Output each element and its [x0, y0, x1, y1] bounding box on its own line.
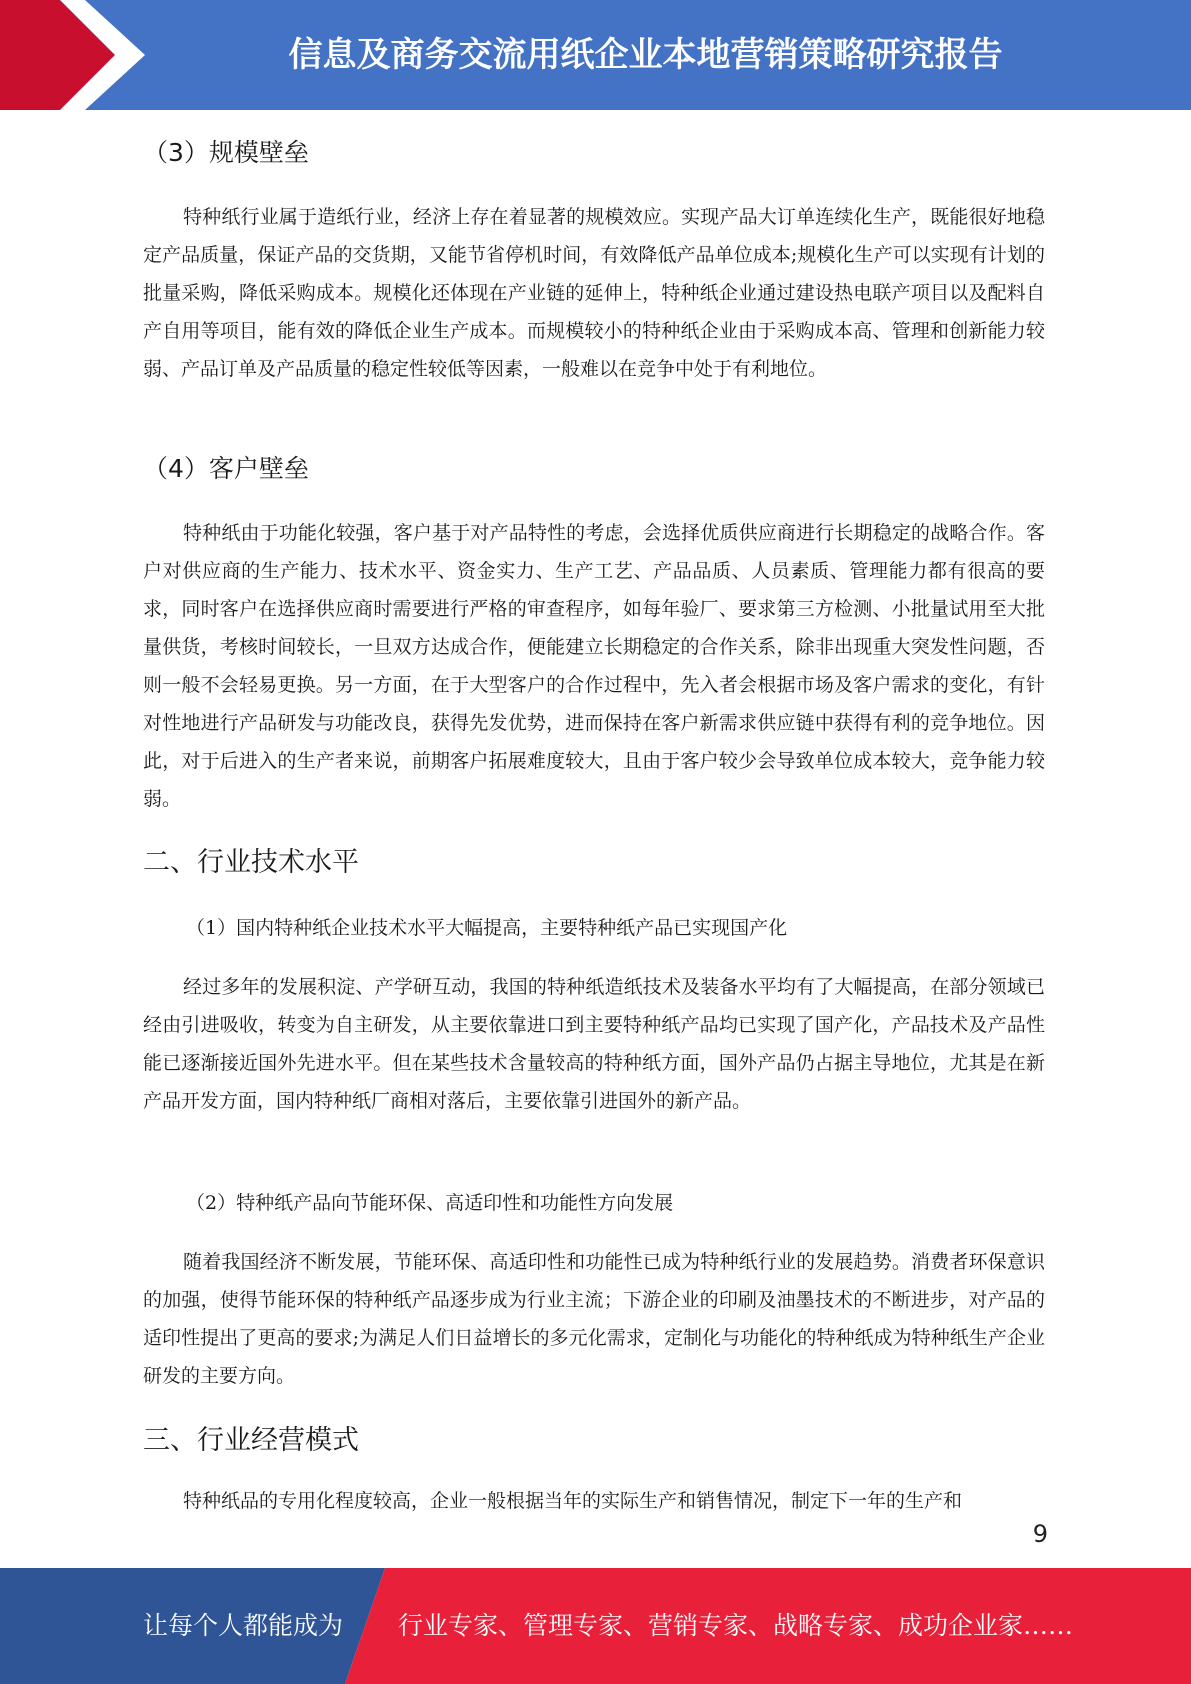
- document-title: 信息及商务交流用纸企业本地营销策略研究报告: [288, 35, 1003, 75]
- heading-customer-barrier: （4）客户壁垒: [143, 454, 309, 483]
- footer-slogan-left: 让每个人都能成为: [143, 1611, 344, 1640]
- paragraph-scale-barrier: 特种纸行业属于造纸行业，经济上存在着显著的规模效应。实现产品大订单连续化生产，既能很好地稳定产品质量，保证产品的交货期，又能节省停机时间，有效降低产品单位成本;规模化生产可以实现有计划的批量采购，降低采购成本。规模化还体现在产业链的延伸上，特种纸企业通过建设热电联产项目以及配料自产自用等项目，能有效的降低企业生产成本。而规模较小的特种纸企业由于采购成本高、管理和创新能力较弱、产品订单及产品质量的稳定性较低等因素，一般难以在竞争中处于有利地位。: [143, 206, 1045, 380]
- paragraph-business-mode: 特种纸品的专用化程度较高，企业一般根据当年的实际生产和销售情况，制定下一年的生产和: [183, 1490, 963, 1512]
- paragraph-customer-barrier: 特种纸由于功能化较强，客户基于对产品特性的考虑，会选择优质供应商进行长期稳定的战略合作。客户对供应商的生产能力、技术水平、资金实力、生产工艺、产品品质、人员素质、管理能力都有很高的要求，同时客户在选择供应商时需要进行严格的审查程序，如每年验厂、要求第三方检测、小批量试用至大批量供货，考核时间较长，一旦双方达成合作，便能建立长期稳定的合作关系，除非出现重大突发性问题，否则一般不会轻易更换。另一方面，在于大型客户的合作过程中，先入者会根据市场及客户需求的变化，有针对性地进行产品研发与功能改良，获得先发优势，进而保持在客户新需求供应链中获得有利的竞争地位。因此，对于后进入的生产者来说，前期客户拓展难度较大，且由于客户较少会导致单位成本较大，竞争能力较弱。: [143, 522, 1045, 810]
- page-number: 9: [1032, 1520, 1048, 1548]
- paragraph-tech-trend: 随着我国经济不断发展，节能环保、高适印性和功能性已成为特种纸行业的发展趋势。消费者环保意识的加强，使得节能环保的特种纸产品逐步成为行业主流；下游企业的印刷及油墨技术的不断进步，对产品的适印性提出了更高的要求;为满足人们日益增长的多元化需求，定制化与功能化的特种纸成为特种纸生产企业研发的主要方向。: [143, 1251, 1045, 1387]
- footer-slogan-right: 行业专家、管理专家、营销专家、战略专家、成功企业家……: [398, 1611, 1074, 1640]
- page-footer: [0, 1568, 1191, 1684]
- heading-tech-level: 二、行业技术水平: [143, 847, 359, 878]
- subheading-tech-trend: （2）特种纸产品向节能环保、高适印性和功能性方向发展: [186, 1192, 674, 1214]
- heading-business-mode: 三、行业经营模式: [143, 1425, 359, 1456]
- heading-scale-barrier: （3）规模壁垒: [143, 138, 309, 167]
- page-header: [0, 0, 1191, 110]
- subheading-tech-domestic: （1）国内特种纸企业技术水平大幅提高，主要特种纸产品已实现国产化: [186, 917, 788, 939]
- paragraph-tech-domestic: 经过多年的发展积淀、产学研互动，我国的特种纸造纸技术及装备水平均有了大幅提高，在部分领域已经由引进吸收，转变为自主研发，从主要依靠进口到主要特种纸产品均已实现了国产化，产品技术及产品性能已逐渐接近国外先进水平。但在某些技术含量较高的特种纸方面，国外产品仍占据主导地位，尤其是在新产品开发方面，国内特种纸厂商相对落后，主要依靠引进国外的新产品。: [143, 976, 1045, 1112]
